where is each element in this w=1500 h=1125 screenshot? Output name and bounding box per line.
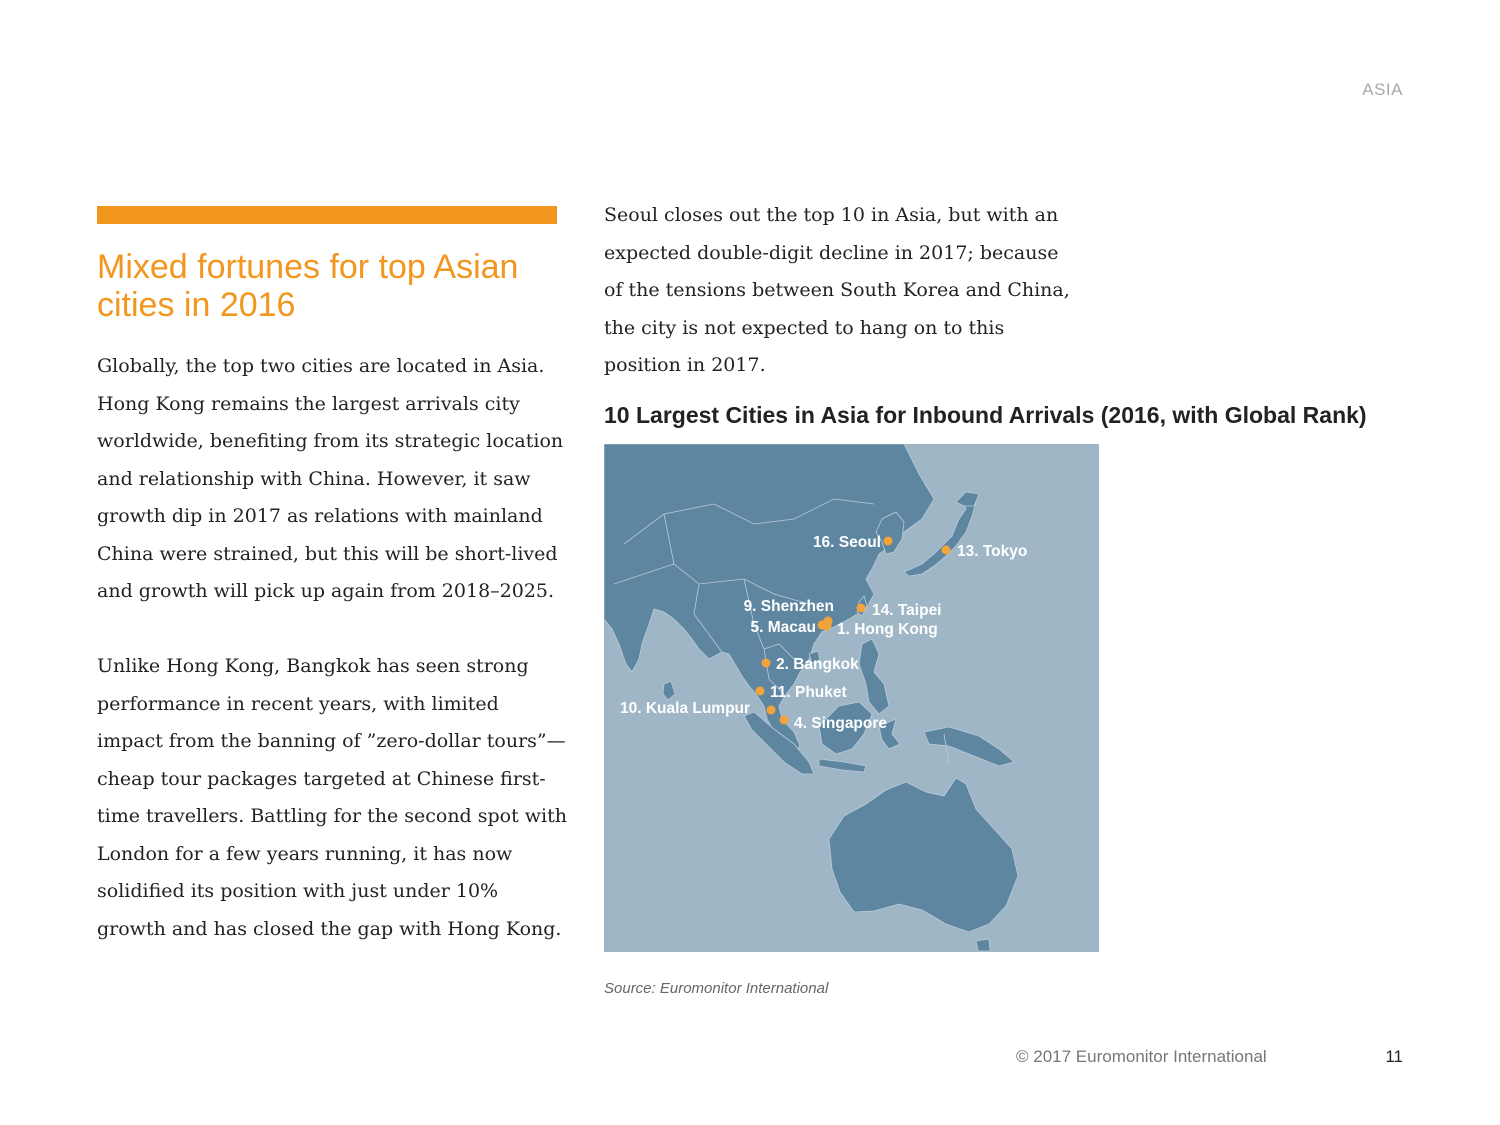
page-title: Mixed fortunes for top Asian cities in 2016	[97, 248, 519, 324]
city-label-seoul: 16. Seoul	[812, 534, 881, 551]
copyright-notice: © 2017 Euromonitor International	[1016, 1047, 1267, 1066]
city-marker-phuket	[756, 687, 765, 696]
city-marker-tokyo	[942, 546, 951, 555]
section-label: ASIA	[1362, 80, 1403, 99]
city-marker-bangkok	[762, 659, 771, 668]
city-marker-singapore	[780, 716, 789, 725]
city-label-taipei: 14. Taipei	[872, 602, 942, 619]
city-label-kuala-lumpur: 10. Kuala Lumpur	[620, 700, 751, 717]
city-label-shenzhen: 9. Shenzhen	[743, 598, 834, 615]
city-marker-shenzhen	[824, 617, 833, 626]
city-marker-taipei	[857, 604, 866, 613]
map-canvas	[604, 444, 1099, 952]
city-label-macau: 5. Macau	[750, 619, 816, 636]
body-paragraph-2: Unlike Hong Kong, Bangkok has seen strong performance in recent years, with limited impact from the banning of ”zero-dollar tours”—cheap tour packages targeted at Chinese first-time travellers. Battling for the second spot with London for a few years running, it has now solidified its position with just under 10% growth and has closed the gap with Hong Kong.	[97, 655, 567, 940]
city-label-bangkok: 2. Bangkok	[776, 656, 859, 673]
body-paragraph-1: Globally, the top two cities are located in Asia. Hong Kong remains the largest arrivals city worldwide, benefiting from its strategic location and relationship with China. However, it saw growth dip in 2017 as relations with mainland China were strained, but this will be short-lived and growth will pick up again from 2018–2025.	[97, 355, 564, 602]
chart-title: 10 Largest Cities in Asia for Inbound Arrivals (2016, with Global Rank)	[604, 402, 1367, 428]
city-label-singapore: 4. Singapore	[794, 715, 888, 732]
city-label-phuket: 11. Phuket	[770, 684, 847, 701]
city-label-tokyo: 13. Tokyo	[957, 543, 1028, 560]
city-marker-seoul	[884, 537, 893, 546]
body-paragraph-3: Seoul closes out the top 10 in Asia, but with an expected double-digit decline in 2017; because of the tensions between South Korea and China, the city is not expected to hang on to this position in 2017.	[604, 204, 1070, 376]
chart-source: Source: Euromonitor International	[604, 980, 829, 997]
city-marker-kuala-lumpur	[767, 706, 776, 715]
asia-map	[604, 444, 1099, 952]
tasmania	[976, 939, 990, 951]
page-number: 11	[1385, 1047, 1403, 1066]
accent-bar	[97, 206, 557, 224]
city-label-hong-kong: 1. Hong Kong	[837, 621, 938, 638]
